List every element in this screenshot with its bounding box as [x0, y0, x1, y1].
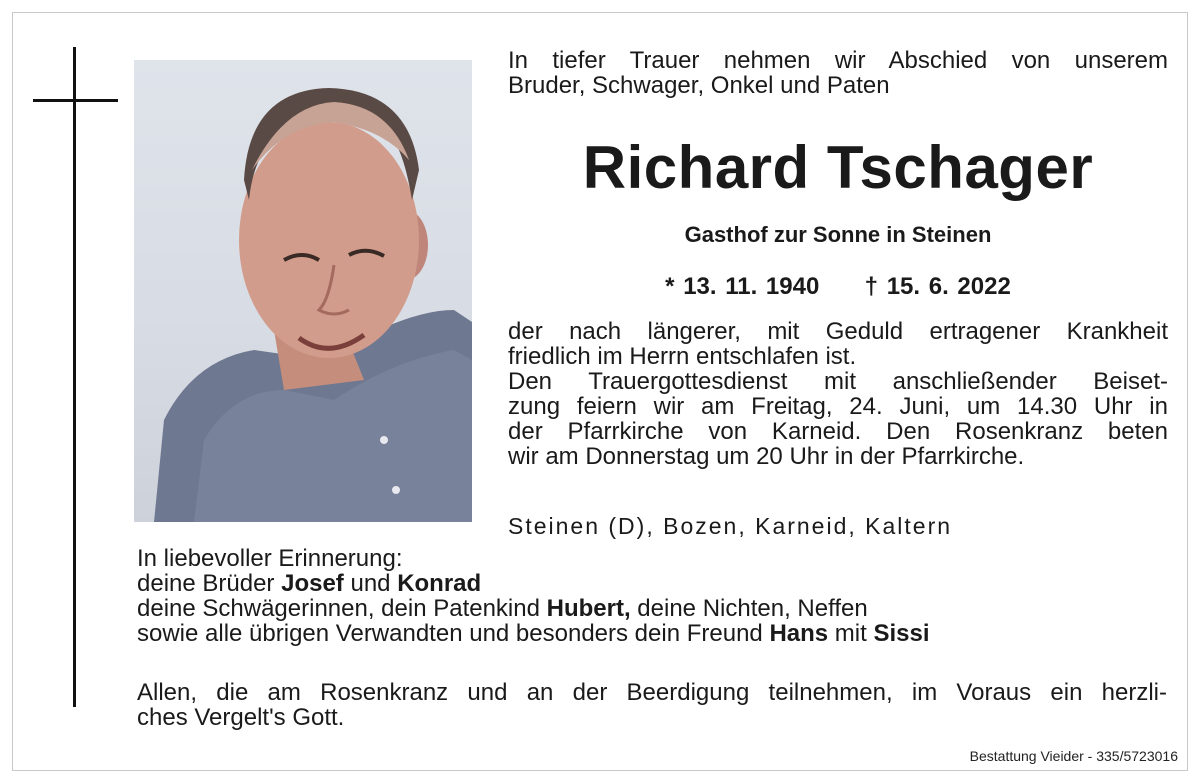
thanks-line: ches Vergelt's Gott.: [137, 704, 345, 731]
undertaker-contact: Bestattung Vieider - 335/5723016: [969, 748, 1178, 764]
notice-body: [508, 319, 1168, 469]
thanks-text: [137, 680, 1167, 730]
body-line: der Pfarrkirche von Karneid. Den Rosenkranz beten: [508, 418, 1168, 445]
cross-icon: [73, 47, 76, 707]
life-dates: [508, 273, 1168, 301]
remembrance-line: deine Brüder Josef und Konrad: [137, 570, 482, 597]
body-line: Den Trauergottesdienst mit anschließender Beiset-: [508, 368, 1168, 395]
cross-icon-bar: [33, 99, 118, 102]
places-line: Steinen (D), Bozen, Karneid, Kaltern: [508, 513, 953, 539]
body-line: wir am Donnerstag um 20 Uhr in der Pfarrkirche.: [508, 443, 1025, 470]
birth-date: 13. 11. 1940: [683, 273, 820, 300]
birth-symbol: *: [665, 273, 675, 300]
death-symbol: †: [864, 273, 879, 300]
intro-line: Bruder, Schwager, Onkel und Paten: [508, 72, 890, 99]
intro-line: In tiefer Trauer nehmen wir Abschied von unserem: [508, 47, 1168, 74]
thanks-line: Allen, die am Rosenkranz und an der Beerdigung teilnehmen, im Voraus ein herzli-: [137, 679, 1167, 706]
remembrance-line: sowie alle übrigen Verwandten und besonders dein Freund Hans mit Sissi: [137, 620, 930, 647]
body-line: friedlich im Herrn entschlafen ist.: [508, 343, 857, 370]
remembrance-heading: In liebevoller Erinnerung:: [137, 545, 403, 572]
remembrance-line: deine Schwägerinnen, dein Patenkind Hubert, deine Nichten, Neffen: [137, 595, 868, 622]
remembrance-block: [137, 546, 1167, 646]
body-line: der nach längerer, mit Geduld ertragener Krankheit: [508, 318, 1168, 345]
body-line: zung feiern wir am Freitag, 24. Juni, um 14.30 Uhr in: [508, 393, 1168, 420]
intro-text: [508, 48, 1168, 98]
portrait-photo: [134, 60, 472, 522]
death-date: 15. 6. 2022: [886, 273, 1011, 300]
business-name: Gasthof zur Sonne in Steinen: [684, 222, 992, 247]
deceased-name: Richard Tschager: [582, 134, 1094, 201]
